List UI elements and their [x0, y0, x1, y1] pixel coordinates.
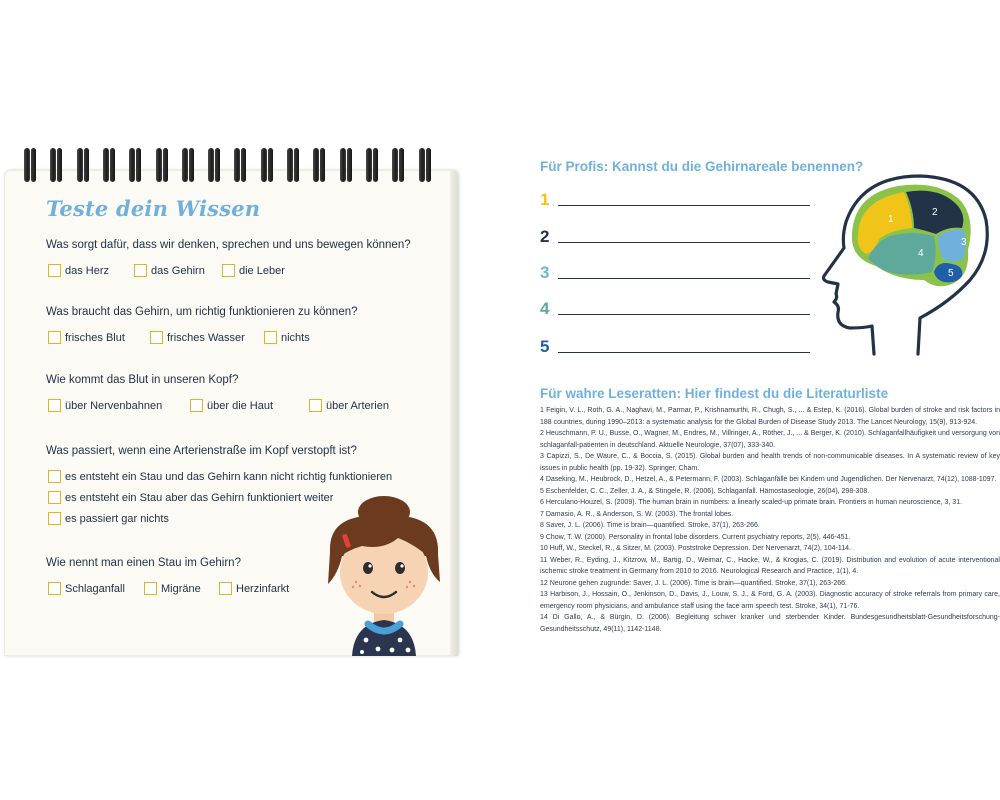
answer-line-2[interactable]	[558, 242, 810, 244]
spiral-ring	[24, 148, 30, 182]
profis-title: Für Profis: Kannst du die Gehirnareale benennen?	[540, 159, 864, 174]
spiral-ring	[287, 148, 293, 182]
question-2: Was braucht das Gehirn, um richtig funktionieren zu können?	[46, 306, 358, 318]
spiral-ring	[313, 148, 319, 182]
option-q4-1[interactable]: es entsteht ein Stau und das Gehirn kann nicht richtig funktionieren	[48, 470, 392, 483]
spiral-ring	[340, 148, 346, 182]
spiral-ring	[182, 148, 188, 182]
spiral-ring	[419, 148, 425, 182]
option-q5-2[interactable]: Migräne	[144, 582, 201, 595]
checkbox[interactable]	[48, 512, 61, 525]
spiral-ring	[50, 148, 56, 182]
answer-line-5[interactable]	[558, 352, 810, 354]
reference-item: 1 Feigin, V. L., Roth, G. A., Naghavi, M., Parmar, P., Krishnamurthi, R., Chugh, S., ... & Estep, K. (2016). Global burden of stroke and risk factors in 188 countries, during 1990–2013: a systematic analysis for the Global Burden of Disease Study 2013. The Lancet Neurology, 15(9), 913-924.	[540, 407, 1000, 426]
checkbox[interactable]	[134, 264, 147, 277]
answer-number: 3	[540, 263, 550, 282]
reference-item: 9 Chow, T. W. (2000). Personality in frontal lobe disorders. Current psychiatry reports, 2(5), 446-451.	[540, 533, 851, 541]
svg-text:2: 2	[932, 207, 938, 218]
svg-text:5: 5	[948, 268, 954, 279]
answer-line-3[interactable]	[558, 278, 810, 280]
svg-text:3: 3	[961, 237, 967, 248]
checkbox[interactable]	[48, 331, 61, 344]
answer-row-3	[540, 263, 810, 283]
reference-item: 5 Eschenfelder, C. C., Zeller, J. A., & Stingele, R. (2006). Schlaganfall. Hämostaseologie, 26(04), 298-308.	[540, 487, 870, 495]
checkbox[interactable]	[222, 264, 235, 277]
checkbox[interactable]	[219, 582, 232, 595]
reference-item: 6 Herculano-Houzel, S. (2009). The human brain in numbers: a linearly scaled-up primate brain. Frontiers in human neuroscience, 3, 31.	[540, 499, 963, 506]
reference-item: 13 Harbison, J., Hossain, O., Jenkinson, D., Davis, J., Louw, S. J., & Ford, G. A. (2003). Diagnostic accuracy of stroke referrals from primary care, emergency room physicians, and ambulance staff using the face arm speech test. Stroke, 34(1), 71-76.	[540, 591, 1000, 610]
reference-item: 10 Huff, W., Steckel, R., & Sitzer, M. (2003). Poststroke Depression. Der Nervenarzt, 74(2), 104-114.	[540, 545, 851, 552]
reference-item: 8 Saver, J. L. (2006). Time is brain—quantified. Stroke, 37(1), 263-266.	[540, 522, 760, 529]
option-q5-3[interactable]: Herzinfarkt	[219, 582, 289, 595]
brain-head-diagram	[820, 172, 1000, 360]
option-q4-3[interactable]: es passiert gar nichts	[48, 512, 169, 525]
option-q3-3[interactable]: über Arterien	[309, 399, 389, 412]
quiz-title: Teste dein Wissen	[46, 196, 261, 221]
spiral-ring	[103, 148, 109, 182]
answer-line-4[interactable]	[558, 314, 810, 316]
checkbox[interactable]	[144, 582, 157, 595]
spiral-ring	[392, 148, 398, 182]
question-5: Wie nennt man einen Stau im Gehirn?	[46, 557, 241, 569]
literature-list	[540, 405, 1000, 635]
option-q3-2[interactable]: über die Haut	[190, 399, 273, 412]
option-q4-2[interactable]: es entsteht ein Stau aber das Gehirn funktioniert weiter	[48, 491, 333, 504]
question-4: Was passiert, wenn eine Arterienstraße im Kopf verstopft ist?	[46, 445, 357, 457]
option-q5-1[interactable]: Schlaganfall	[48, 582, 125, 595]
answer-row-1	[540, 190, 810, 210]
answer-number: 4	[540, 299, 550, 318]
checkbox[interactable]	[48, 470, 61, 483]
checkbox[interactable]	[309, 399, 322, 412]
answer-row-4	[540, 299, 810, 319]
spiral-ring	[156, 148, 162, 182]
question-3: Wie kommt das Blut in unseren Kopf?	[46, 374, 239, 386]
svg-text:1: 1	[888, 214, 894, 225]
svg-text:4: 4	[918, 248, 924, 259]
reference-item: 4 Daseking, M., Heubrock, D., Hetzel, A., & Petermann, F. (2003). Schlaganfälle bei Kindern und Jugendlichen. Der Nervenarzt, 74(12), 1088-1097.	[540, 476, 997, 483]
checkbox[interactable]	[150, 331, 163, 344]
answer-number: 1	[540, 190, 550, 209]
option-q2-1[interactable]: frisches Blut	[48, 331, 125, 344]
girl-illustration	[318, 494, 448, 656]
spiral-ring	[234, 148, 240, 182]
answer-number: 2	[540, 227, 550, 246]
answer-line-1[interactable]	[558, 205, 810, 207]
reference-item: 11 Weber, R., Eyding, J., Kitzrow, M., Bartig, D., Weimar, C., Hacke, W., & Krogias, C. (2019). Distribution and evolution of acute interventional ischemic stroke treatment in Germany from 2010 to 2016. Neurological Research and Practice, 1(1), 4.	[540, 556, 1000, 575]
checkbox[interactable]	[264, 331, 277, 344]
checkbox[interactable]	[48, 582, 61, 595]
reference-item: 3 Capizzi, S., De Waure, C., & Boccia, S. (2015). Global burden and health trends of non-communicable diseases. In A systematic review of key issues in public health (pp. 19-32). Springer, Cham.	[540, 453, 1000, 472]
literature-title: Für wahre Leseratten: Hier findest du die Literaturliste	[540, 386, 889, 401]
reference-item: 7 Damasio, A. R., & Anderson, S. W. (2003). The frontal lobes.	[540, 510, 734, 518]
checkbox[interactable]	[48, 399, 61, 412]
checkbox[interactable]	[48, 264, 61, 277]
option-q2-2[interactable]: frisches Wasser	[150, 331, 245, 344]
spiral-ring	[208, 148, 214, 182]
answer-row-5	[540, 337, 810, 357]
spiral-ring	[129, 148, 135, 182]
option-q1-3[interactable]: die Leber	[222, 264, 285, 277]
option-q3-1[interactable]: über Nervenbahnen	[48, 399, 162, 412]
question-1: Was sorgt dafür, dass wir denken, sprechen und uns bewegen können?	[46, 239, 411, 251]
option-q1-2[interactable]: das Gehirn	[134, 264, 205, 277]
answer-row-2	[540, 227, 810, 247]
spiral-binding	[24, 148, 444, 184]
option-q2-3[interactable]: nichts	[264, 331, 310, 344]
answer-number: 5	[540, 337, 550, 356]
reference-item: 2 Heuschmann, P. U., Busse, O., Wagner, M., Endres, M., Villringer, A., Röther, J., ... & Berger, K. (2010). Schlaganfallhäufigkeit und versorgung von schlaganfall-patienten in deutschland. Aktuelle Neurologie, 37(07), 333-340.	[540, 430, 1000, 449]
checkbox[interactable]	[48, 491, 61, 504]
reference-item: 12 Neurone gehen zugrunde: Saver, J. L. (2006). Time is brain—quantified. Stroke, 37(1), 263-266.	[540, 579, 848, 587]
spiral-ring	[261, 148, 267, 182]
option-q1-1[interactable]: das Herz	[48, 264, 109, 277]
checkbox[interactable]	[190, 399, 203, 412]
spiral-ring	[366, 148, 372, 182]
spiral-ring	[77, 148, 83, 182]
reference-item: 14 Di Gallo, A., & Bürgin, D. (2006). Begleitung schwer kranker und sterbender Kinder. Bundesgesundheitsblatt-Gesundheitsforschung-Gesundheitsschutz, 49(11), 1142-1148.	[540, 614, 1000, 633]
